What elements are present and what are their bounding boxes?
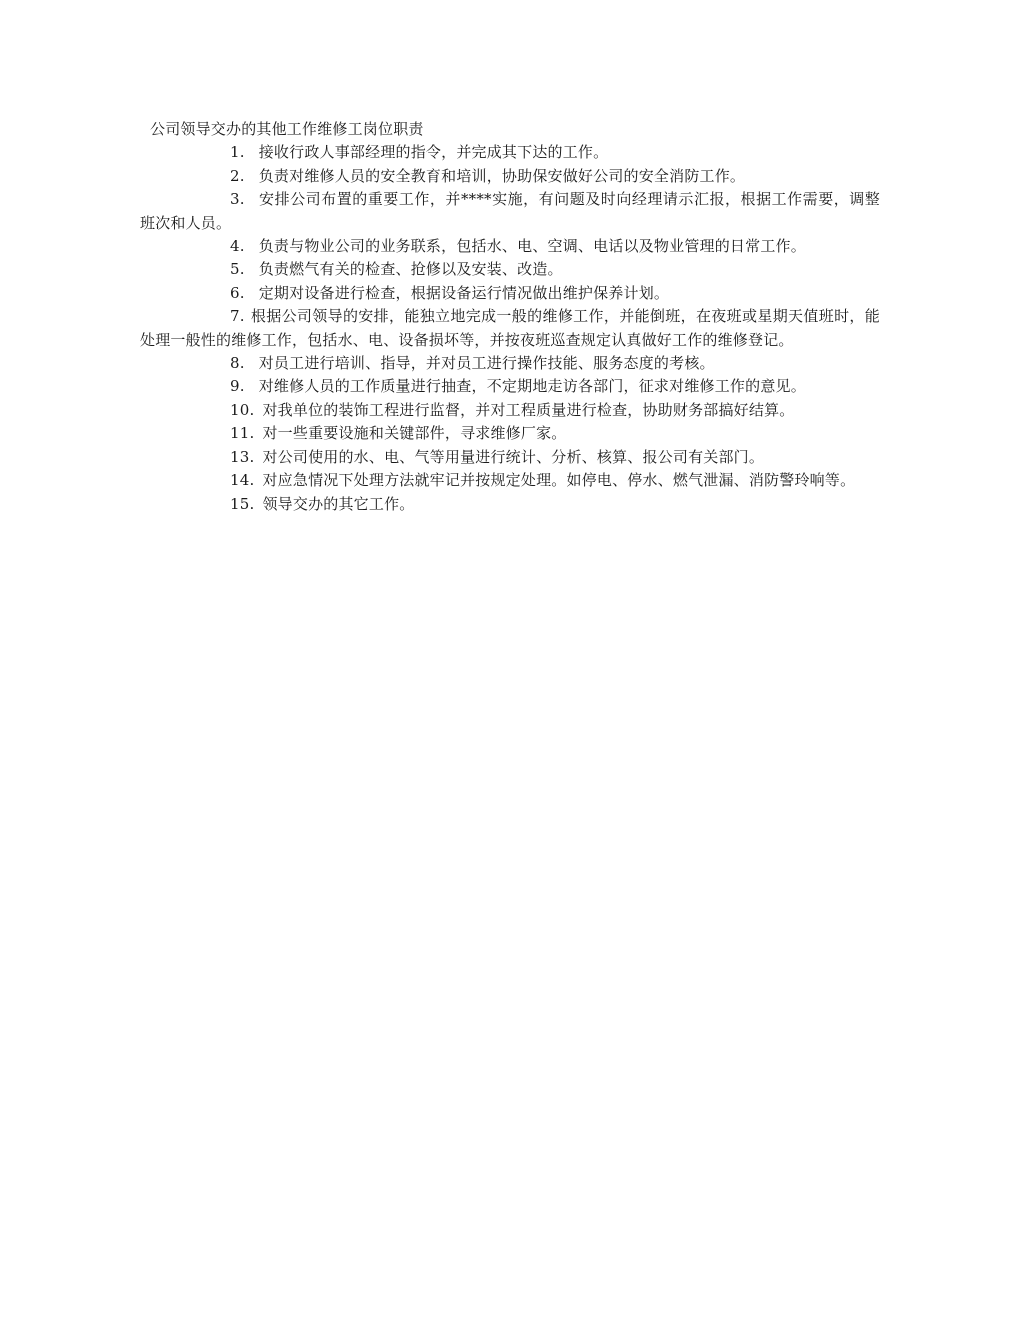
duty-item-6 [140, 282, 880, 305]
duty-item-5 [140, 258, 880, 281]
item-text: 负责与物业公司的业务联系，包括水、电、空调、电话以及物业管理的日常工作。 [258, 237, 806, 256]
item-text: 定期对设备进行检查，根据设备运行情况做出维护保养计划。 [258, 283, 670, 302]
item-text: 领导交办的其它工作。 [262, 494, 415, 513]
duty-item-4 [140, 235, 880, 258]
item-number: 10. [230, 400, 255, 419]
item-number: 3. [230, 190, 245, 209]
item-number: 13. [230, 447, 255, 466]
duty-item-9 [140, 375, 880, 398]
item-text: 对维修人员的工作质量进行抽查，不定期地走访各部门，征求对维修工作的意见。 [258, 377, 806, 396]
item-number: 1. [230, 143, 245, 162]
item-number: 5. [230, 260, 245, 279]
duty-item-1 [140, 141, 880, 164]
duty-item-2 [140, 165, 880, 188]
duty-item-11 [140, 422, 880, 445]
item-text: 根据公司领导的安排，能独立地完成一般的维修工作，并能倒班，在夜班或星期天值班时，能处理一般性的维修工作，包括水、电、设备损坏等，并按夜班巡查规定认真做好工作的维修登记。 [140, 307, 880, 349]
document-title: 公司领导交办的其他工作维修工岗位职责 [150, 120, 424, 138]
duty-list [140, 141, 880, 516]
duty-item-7 [140, 305, 880, 352]
item-number: 14. [230, 471, 255, 490]
item-number: 8. [230, 354, 245, 373]
item-text: 对我单位的装饰工程进行监督，并对工程质量进行检查，协助财务部搞好结算。 [262, 400, 795, 419]
item-text: 对员工进行培训、指导，并对员工进行操作技能、服务态度的考核。 [258, 354, 715, 373]
duty-item-10 [140, 399, 880, 422]
item-text: 负责燃气有关的检查、抢修以及安装、改造。 [258, 260, 563, 279]
item-number: 11. [230, 424, 255, 443]
item-number: 2. [230, 166, 245, 185]
item-number: 6. [230, 283, 245, 302]
item-number: 4. [230, 237, 245, 256]
duty-item-13 [140, 446, 880, 469]
item-number: 15. [230, 494, 255, 513]
item-text: 对应急情况下处理方法就牢记并按规定处理。如停电、停水、燃气泄漏、消防警玲响等。 [262, 471, 856, 490]
item-text: 安排公司布置的重要工作，并****实施，有问题及时向经理请示汇报，根据工作需要，调整班次和人员。 [140, 190, 880, 232]
item-number: 7. [230, 307, 245, 326]
duty-item-14 [140, 469, 880, 492]
item-text: 负责对维修人员的安全教育和培训，协助保安做好公司的安全消防工作。 [258, 166, 746, 185]
item-text: 接收行政人事部经理的指令，并完成其下达的工作。 [258, 143, 609, 162]
duty-item-15 [140, 493, 880, 516]
item-text: 对一些重要设施和关键部件，寻求维修厂家。 [262, 424, 567, 443]
item-text: 对公司使用的水、电、气等用量进行统计、分析、核算、报公司有关部门。 [262, 447, 765, 466]
document-page [140, 118, 880, 516]
duty-item-3 [140, 188, 880, 235]
duty-item-8 [140, 352, 880, 375]
item-number: 9. [230, 377, 245, 396]
